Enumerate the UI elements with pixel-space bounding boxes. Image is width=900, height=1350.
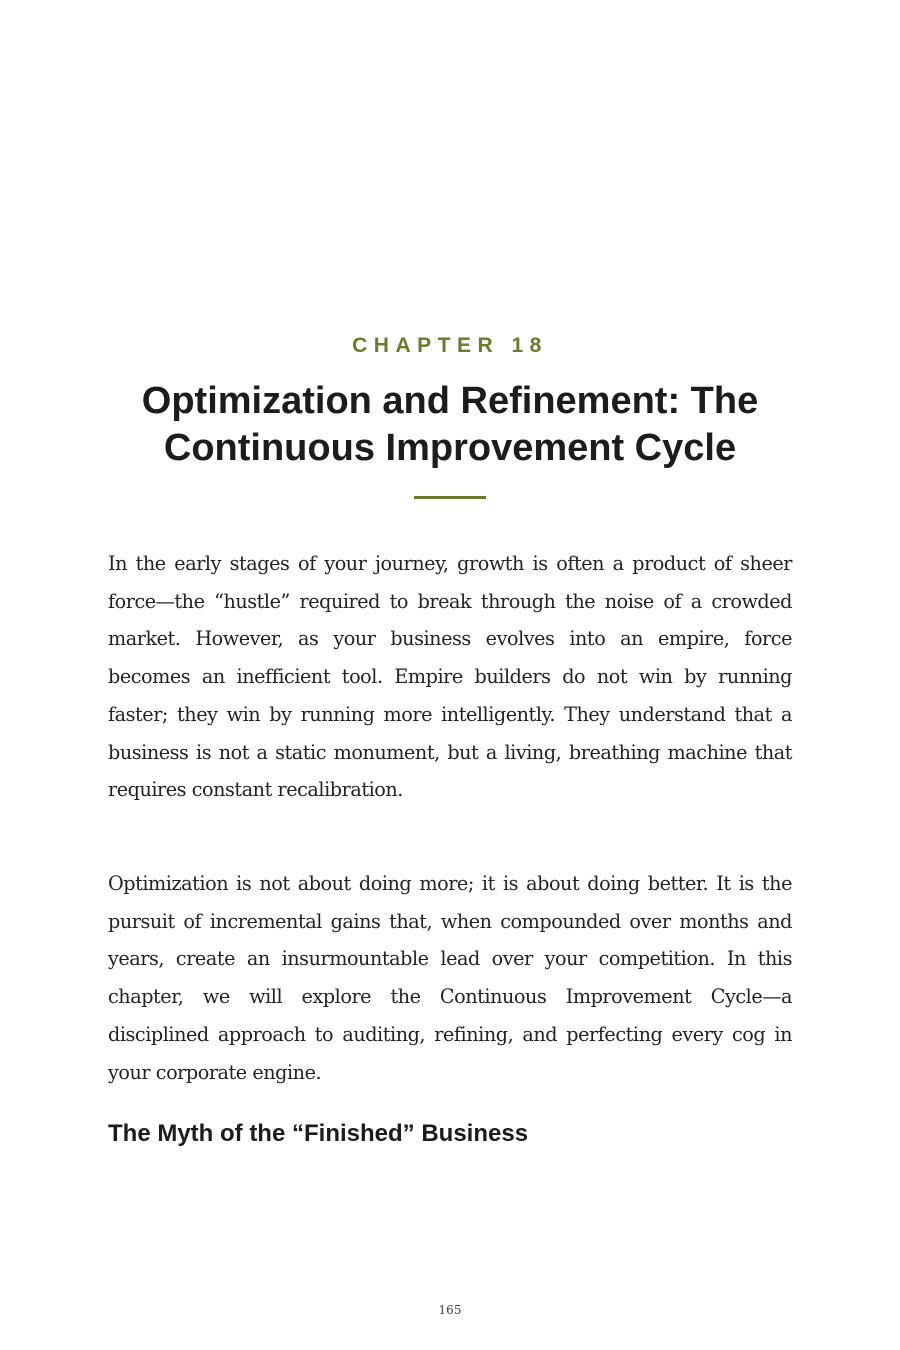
- body-paragraph-1: In the early stages of your journey, growth is often a product of sheer force—the “hustle” required to break through the noise of a crowded market. However, as your business evolves into an empire, force becomes an inefficient tool. Empire builders do not win by running faster; they win by running more intelligently. They understand that a business is not a static monument, but a living, breathing machine that requires constant recalibration.: [108, 552, 792, 802]
- chapter-label: CHAPTER 18: [352, 334, 548, 357]
- page-number: 165: [438, 1303, 462, 1317]
- section-heading: The Myth of the “Finished” Business: [108, 1120, 529, 1147]
- body-paragraph-2: Optimization is not about doing more; it is about doing better. It is the pursuit of incremental gains that, when compounded over months and years, create an insurmountable lead over your competition. In this chapter, we will explore the Continuous Improvement Cycle—a disciplined approach to auditing, refining, and perfecting every cog in your corporate engine.: [108, 872, 792, 1084]
- title-divider: [414, 496, 486, 499]
- chapter-title: Optimization and Refinement: The Continuous Improvement Cycle: [141, 380, 759, 469]
